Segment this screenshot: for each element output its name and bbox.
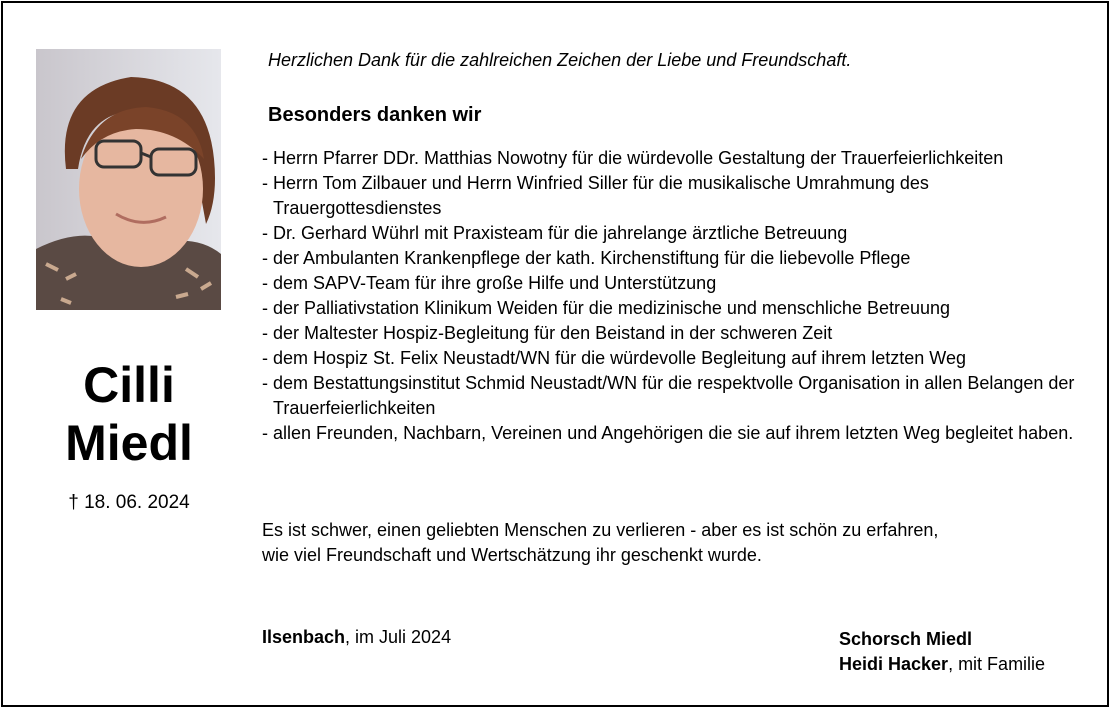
list-item: - der Ambulanten Krankenpflege der kath. Kirchenstiftung für die liebevolle Pflege: [262, 248, 911, 268]
list-item: - Dr. Gerhard Wührl mit Praxisteam für die jahrelange ärztliche Betreuung: [262, 223, 848, 243]
thanks-subheading: Besonders danken wir: [268, 104, 482, 126]
list-item: - dem Bestattungsinstitut Schmid Neustadt/WN für die respektvolle Organisation in allen Belangen der Trauerfeierlichkeiten: [262, 373, 1075, 418]
list-item: - der Palliativstation Klinikum Weiden für die medizinische und menschliche Betreuung: [262, 298, 951, 318]
place-town: Ilsenbach: [262, 627, 346, 647]
closing-line: wie viel Freundschaft und Wertschätzung ihr geschenkt wurde.: [262, 545, 762, 565]
signer-suffix: , mit Familie: [948, 654, 1046, 674]
signer-name: Heidi Hacker: [839, 654, 949, 674]
deceased-first-name: Cilli: [83, 357, 175, 413]
closing-text: [262, 518, 1092, 568]
closing-line: Es ist schwer, einen geliebten Menschen zu verlieren - aber es ist schön zu erfahren,: [262, 520, 939, 540]
signer: [839, 652, 1045, 677]
list-item: - der Maltester Hospiz-Begleitung für den Beistand in der schweren Zeit: [262, 323, 833, 343]
thanks-list: [262, 146, 1092, 446]
list-item: - dem SAPV-Team für ihre große Hilfe und Unterstützung: [262, 273, 717, 293]
list-item: - Herrn Pfarrer DDr. Matthias Nowotny für die würdevolle Gestaltung der Trauerfeierlichkeiten: [262, 148, 1004, 168]
thanks-line: Herzlichen Dank für die zahlreichen Zeichen der Liebe und Freundschaft.: [268, 50, 852, 70]
list-item: - Herrn Tom Zilbauer und Herrn Winfried Siller für die musikalische Umrahmung des Trauergottesdienstes: [262, 173, 929, 218]
signers: [839, 627, 1045, 677]
list-item: - allen Freunden, Nachbarn, Vereinen und Angehörigen die sie auf ihrem letzten Weg begleitet haben.: [262, 423, 1074, 443]
death-date: † 18. 06. 2024: [68, 492, 190, 513]
signer-name: Schorsch Miedl: [839, 629, 973, 649]
place-date: [262, 627, 451, 648]
portrait-photo: [36, 49, 221, 310]
list-item: - dem Hospiz St. Felix Neustadt/WN für die würdevolle Begleitung auf ihrem letzten Weg: [262, 348, 966, 368]
signer: [839, 627, 1045, 652]
deceased-last-name: Miedl: [65, 415, 193, 471]
place-date-text: , im Juli 2024: [345, 627, 452, 647]
